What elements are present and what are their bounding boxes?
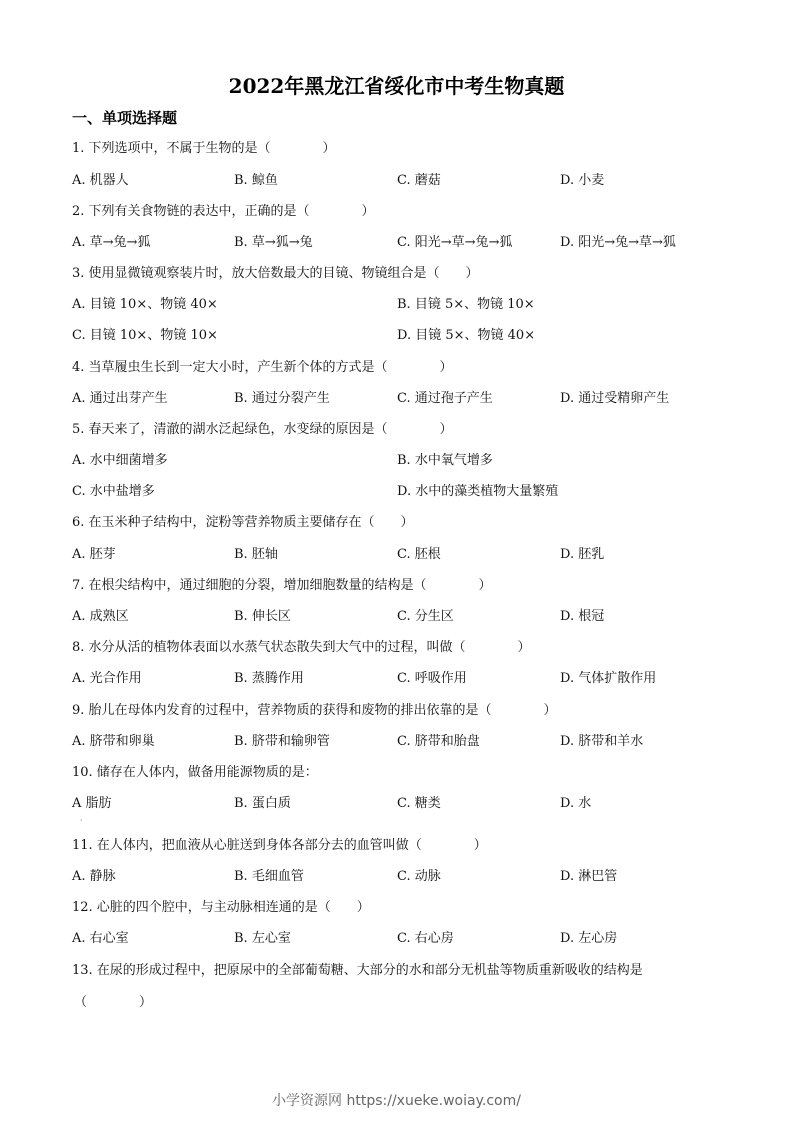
question-11-option-c: C. 动脉 — [397, 869, 441, 884]
question-9-stem: 9. 胎儿在母体内发育的过程中，营养物质的获得和废物的排出依靠的是（ ） — [72, 703, 557, 718]
question-2-option-c: C. 阳光→草→兔→狐 — [397, 235, 513, 250]
question-5-stem: 5. 春天来了，清澈的湖水泛起绿色，水变绿的原因是（ ） — [72, 422, 453, 437]
question-10-option-b: B. 蛋白质 — [234, 796, 291, 811]
question-8-option-b: B. 蒸腾作用 — [234, 671, 304, 686]
question-10-option-c: C. 糖类 — [397, 796, 441, 811]
question-3-option-c: C. 目镜 10×、物镜 10× — [72, 328, 218, 343]
question-4-option-d: D. 通过受精卵产生 — [560, 391, 670, 406]
question-6-stem: 6. 在玉米种子结构中，淀粉等营养物质主要储存在（ ） — [72, 515, 414, 530]
question-6-option-d: D. 胚乳 — [560, 547, 605, 562]
question-1-option-c: C. 蘑菇 — [397, 173, 441, 188]
question-12-option-b: B. 左心室 — [234, 931, 291, 946]
question-9-option-a: A. 脐带和卵巢 — [72, 734, 155, 749]
question-9-option-b: B. 脐带和输卵管 — [234, 734, 330, 749]
question-11-option-d: D. 淋巴管 — [560, 869, 618, 884]
question-7-option-a: A. 成熟区 — [72, 609, 129, 624]
question-7-option-b: B. 伸长区 — [234, 609, 291, 624]
question-2-option-a: A. 草→兔→狐 — [72, 235, 151, 250]
question-4-option-a: A. 通过出芽产生 — [72, 391, 168, 406]
question-5-option-b: B. 水中氧气增多 — [397, 453, 493, 468]
question-5-option-c: C. 水中盐增多 — [72, 484, 155, 499]
question-3-option-b: B. 目镜 5×、物镜 10× — [397, 297, 535, 312]
question-2-option-b: B. 草→狐→兔 — [234, 235, 313, 250]
question-4-option-b: B. 通过分裂产生 — [234, 391, 330, 406]
question-5-option-a: A. 水中细菌增多 — [72, 453, 168, 468]
question-3-option-d: D. 目镜 5×、物镜 40× — [397, 328, 536, 343]
question-5-option-d: D. 水中的藻类植物大量繁殖 — [397, 484, 559, 499]
question-1-option-a: A. 机器人 — [72, 173, 129, 188]
question-12-option-d: D. 左心房 — [560, 931, 618, 946]
question-6-option-b: B. 胚轴 — [234, 547, 278, 562]
question-6-option-c: C. 胚根 — [397, 547, 441, 562]
question-13-answer-blank: （ ） — [74, 995, 153, 1010]
question-2-option-d: D. 阳光→兔→草→狐 — [560, 235, 676, 250]
section-heading: 一、单项选择题 — [72, 109, 178, 127]
document-title: 2022年黑龙江省绥化市中考生物真题 — [228, 74, 565, 98]
question-7-option-d: D. 根冠 — [560, 609, 605, 624]
question-7-option-c: C. 分生区 — [397, 609, 454, 624]
question-4-stem: 4. 当草履虫生长到一定大小时，产生新个体的方式是（ ） — [72, 360, 453, 375]
stray-mark: ' — [80, 818, 83, 827]
question-8-option-d: D. 气体扩散作用 — [560, 671, 657, 686]
question-12-option-c: C. 右心房 — [397, 931, 454, 946]
question-12-stem: 12. 心脏的四个腔中，与主动脉相连通的是（ ） — [72, 900, 370, 915]
question-11-stem: 11. 在人体内，把血液从心脏送到身体各部分去的血管叫做（ ） — [72, 838, 487, 853]
question-2-stem: 2. 下列有关食物链的表达中，正确的是（ ） — [72, 204, 375, 219]
question-10-option-a: A 脂肪 — [72, 796, 112, 811]
question-11-option-b: B. 毛细血管 — [234, 869, 304, 884]
question-1-stem: 1. 下列选项中，不属于生物的是（ ） — [72, 141, 336, 156]
question-13-stem: 13. 在尿的形成过程中，把原尿中的全部葡萄糖、大部分的水和部分无机盐等物质重新吸收的结构是 — [72, 963, 643, 978]
question-10-option-d: D. 水 — [560, 796, 592, 811]
question-11-option-a: A. 静脉 — [72, 869, 116, 884]
question-7-stem: 7. 在根尖结构中，通过细胞的分裂，增加细胞数量的结构是（ ） — [72, 578, 492, 593]
question-8-option-a: A. 光合作用 — [72, 671, 142, 686]
question-8-option-c: C. 呼吸作用 — [397, 671, 467, 686]
question-8-stem: 8. 水分从活的植物体表面以水蒸气状态散失到大气中的过程，叫做（ ） — [72, 640, 531, 655]
question-3-stem: 3. 使用显微镜观察装片时，放大倍数最大的目镜、物镜组合是（ ） — [72, 266, 479, 281]
question-1-option-d: D. 小麦 — [560, 173, 605, 188]
question-9-option-d: D. 脐带和羊水 — [560, 734, 644, 749]
question-10-stem: 10. 储存在人体内，做备用能源物质的是： — [72, 765, 318, 780]
question-6-option-a: A. 胚芽 — [72, 547, 116, 562]
footer-watermark: 小学资源网 https://xueke.woiay.com/ — [272, 1093, 521, 1109]
question-12-option-a: A. 右心室 — [72, 931, 129, 946]
question-3-option-a: A. 目镜 10×、物镜 40× — [72, 297, 218, 312]
question-9-option-c: C. 脐带和胎盘 — [397, 734, 480, 749]
question-4-option-c: C. 通过孢子产生 — [397, 391, 493, 406]
question-1-option-b: B. 鲸鱼 — [234, 173, 278, 188]
